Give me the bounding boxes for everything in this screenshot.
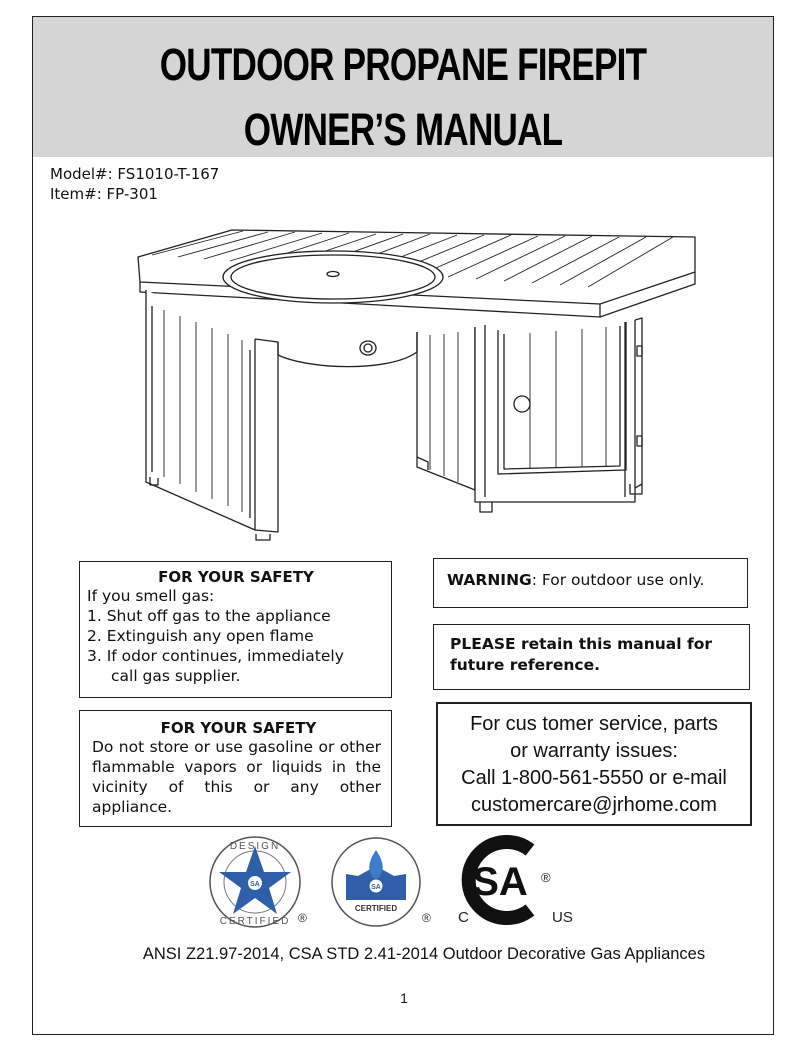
retain-manual-text: PLEASE retain this manual for future reference. <box>450 635 713 674</box>
svg-text:SA: SA <box>371 884 381 891</box>
customer-service-phone: Call 1-800-561-5550 or e-mail <box>461 767 727 789</box>
safety-step-3-continued: call gas supplier. <box>111 667 241 685</box>
customer-service-line-2: or warranty issues: <box>510 740 678 762</box>
safety-box-2-heading: FOR YOUR SAFETY <box>160 719 317 737</box>
customer-service-line-1: For cus tomer service, parts <box>470 713 718 735</box>
safety-box-2-text: Do not store or use gasoline or other flammable vapors or liquids in the vicinity of this or any other appliance. <box>92 738 381 816</box>
design-label: DESIGN <box>229 841 281 852</box>
registered-mark-1: ® <box>298 911 307 925</box>
registered-mark-3: ® <box>541 870 551 885</box>
certified-label-2: CERTIFIED <box>354 904 398 913</box>
flame-certified-seal <box>332 838 431 926</box>
safety-box-1-heading: FOR YOUR SAFETY <box>158 568 314 586</box>
model-number: Model#: FS1010-T-167 <box>50 165 220 183</box>
safety-box-1-intro: If you smell gas: <box>87 587 215 605</box>
safety-step-2: 2. Extinguish any open flame <box>87 627 314 645</box>
csa-mark <box>458 842 573 926</box>
warning-label: WARNING <box>447 571 532 589</box>
standards-line: ANSI Z21.97-2014, CSA STD 2.41-2014 Outdoor Decorative Gas Appliances <box>142 945 706 963</box>
svg-text:SA: SA <box>250 881 260 888</box>
csa-c-label: C <box>458 909 469 926</box>
design-certified-seal <box>210 837 307 927</box>
svg-text:SA: SA <box>472 860 528 904</box>
title-line-1: OUTDOOR PROPANE FIREPIT <box>159 39 647 90</box>
certified-label-1: CERTIFIED <box>219 916 291 927</box>
title-line-2: OWNER’S MANUAL <box>243 104 563 155</box>
safety-step-1: 1. Shut off gas to the appliance <box>87 607 331 625</box>
warning-text: : For outdoor use only. <box>531 571 705 589</box>
customer-service-email: customercare@jrhome.com <box>471 794 717 816</box>
item-number: Item#: FP-301 <box>50 185 158 203</box>
page-number: 1 <box>400 990 408 1006</box>
safety-step-3: 3. If odor continues, immediately <box>87 647 344 665</box>
registered-mark-2: ® <box>422 911 431 925</box>
csa-us-label: US <box>552 909 573 926</box>
